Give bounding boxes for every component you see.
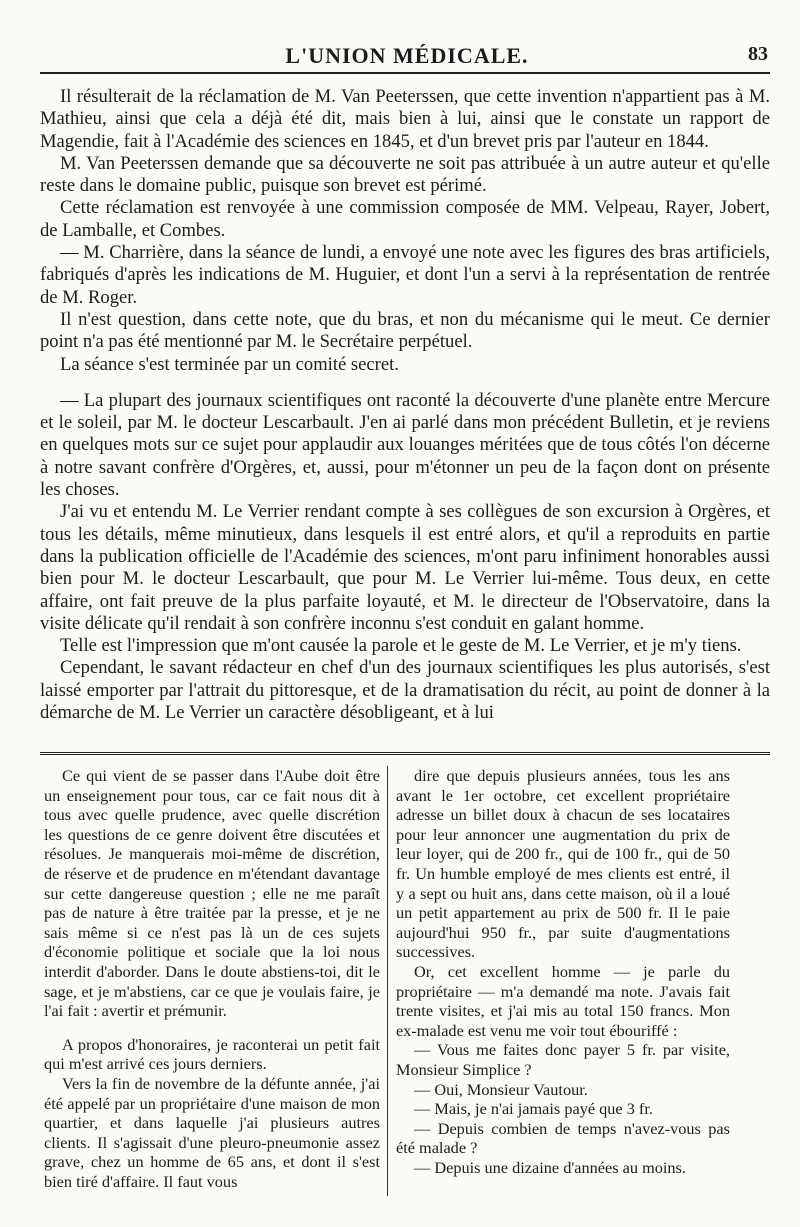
feuilleton-rule — [40, 752, 770, 755]
feuilleton-right-column — [396, 766, 730, 1177]
paragraph: Cependant, le savant rédacteur en chef d'un des journaux scientifiques les plus autorisés, s'est laissé emporter par l'attrait du pittoresque, et de la dramatisation du récit, au point de donner à la démarche de M. Le Verrier un caractère désobligeant, et à lui — [40, 657, 770, 724]
paragraph: Ce qui vient de se passer dans l'Aube doit être un enseignement pour tous, car ce fait nous dit à tous avec quelle prudence, avec quelle discrétion les questions de ce genre doivent être discutées et résolues. Je manquerais moi-même de discrétion, de réserve et de prudence en m'étendant davantage sur cette dangereuse question ; elle ne me paraît pas de nature à être traitée par la presse, et je ne sais même si ce n'est pas là un de ces sujets d'économie politique et sociale que la loi nous interdit d'aborder. Dans le doute abstiens-toi, dit le sage, et je m'abstiens, car ce que je voulais faire, je l'ai fait : avertir et prémunir. — [44, 766, 380, 1021]
feuilleton-left-column — [44, 766, 380, 1191]
paragraph: La séance s'est terminée par un comité secret. — [60, 353, 399, 375]
paragraph: — M. Charrière, dans la séance de lundi, a envoyé une note avec les figures des bras artificiels, fabriqués d'après les indications de M. Huguier, et dont l'un a servi à la représentation de rentrée de M. Roger. — [40, 242, 770, 308]
paragraph: Or, cet excellent homme — je parle du propriétaire — m'a demandé ma note. J'avais fait trente visites, et j'ai mis au total 150 francs. Mon ex-malade est venu me voir tout ébouriffé : — [396, 961, 730, 1040]
paragraph: Il résulterait de la réclamation de M. Van Peeterssen, que cette invention n'appartient pas à M. Mathieu, ainsi que cela a déjà été dit, mais bien à lui, ainsi que le constate un rapport de Magendie, fait à l'Académie des sciences en 1845, et d'un brevet pris par l'auteur en 1844. — [40, 86, 770, 152]
paragraph: — Mais, je n'ai jamais payé que 3 fr. — [414, 1099, 653, 1119]
journal-title: L'UNION MÉDICALE. — [285, 43, 529, 68]
paragraph: Il n'est question, dans cette note, que du bras, et non du mécanisme qui le meut. Ce dernier point n'a pas été mentionné par M. le Secrétaire perpétuel. — [40, 308, 770, 353]
paragraph: Cette réclamation est renvoyée à une commission composée de MM. Velpeau, Rayer, Jobert, de Lamballe, et Combes. — [40, 197, 770, 241]
running-header — [42, 40, 772, 74]
paragraph: — Depuis combien de temps n'avez-vous pas été malade ? — [396, 1118, 730, 1158]
paragraph: Vers la fin de novembre de la défunte année, j'ai été appelé par un propriétaire d'une maison de mon quartier, et dans laquelle j'ai plusieurs autres clients. Il s'agissait d'une pleuro-pneumonie assez grave, chez un homme de 65 ans, et dont il s'est bien tiré d'affaire. Il faut vous — [44, 1073, 380, 1191]
paragraph: — La plupart des journaux scientifiques ont raconté la découverte d'une planète entre Mercure et le soleil, par M. le docteur Lescarbault. J'en ai parlé dans mon précédent Bulletin, et je reviens en quelques mots sur ce sujet pour applaudir aux louanges méritées que de tous côtés l'on décerne à notre savant confrère d'Orgères, et, aussi, pour m'étonner un peu de la façon dont on présente les choses. — [40, 389, 770, 501]
paragraph: J'ai vu et entendu M. Le Verrier rendant compte à ses collègues de son excursion à Orgères, et tous les détails, même minutieux, dans lesquels il est entré alors, et qu'il a reproduits en partie dans la publication officielle de l'Académie des sciences, m'ont paru infiniment honorables aussi bien pour M. le docteur Lescarbault, que pour M. Le Verrier lui-même. Tous deux, en cette affaire, ont fait preuve de la plus parfaite loyauté, et M. le directeur de l'Observatoire, dans la visite délicate qu'il rendait à son confrère inconnu s'est conduit en galant homme. — [40, 501, 770, 634]
header-rule — [40, 72, 770, 74]
paragraph: A propos d'honoraires, je raconterai un petit fait qui m'est arrivé ces jours derniers. — [44, 1034, 380, 1074]
paragraph: — Oui, Monsieur Vautour. — [414, 1079, 588, 1099]
paragraph: — Vous me faites donc payer 5 fr. par visite, Monsieur Simplice ? — [396, 1040, 730, 1079]
paragraph: M. Van Peeterssen demande que sa découverte ne soit pas attribuée à un autre auteur et qu'elle reste dans le domaine public, puisque son brevet est périmé. — [40, 152, 770, 197]
page-number: 83 — [748, 43, 768, 65]
paragraph: — Depuis une dizaine d'années au moins. — [414, 1157, 686, 1177]
main-text — [40, 86, 770, 724]
paragraph: Telle est l'impression que m'ont causée la parole et le geste de M. Le Verrier, et je m'y tiens. — [60, 635, 742, 657]
paragraph: dire que depuis plusieurs années, tous les ans avant le 1er octobre, cet excellent propriétaire adresse un billet doux à chacun de ses locataires pour leur annoncer une augmentation du prix de leur loyer, qui de 200 fr., qui de 100 fr., qui de 50 fr. Un humble employé de mes clients est entré, il y a sept ou huit ans, dans cette maison, où il a loué un petit appartement au prix de 500 fr. Il le paie aujourd'hui 950 fr., par suite d'augmentations successives. — [396, 766, 730, 962]
column-divider — [387, 766, 388, 1196]
